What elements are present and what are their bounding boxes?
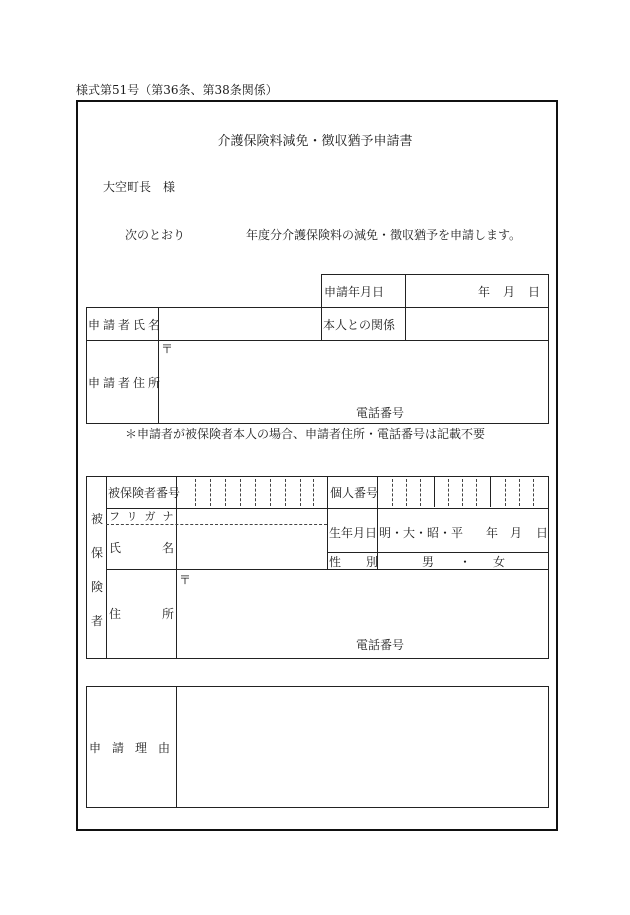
line	[327, 476, 328, 570]
insured-phone-label: 電話番号	[356, 638, 405, 652]
addressee: 大空町長 様	[103, 180, 176, 194]
reason-input[interactable]	[177, 687, 548, 807]
applicant-address-label: 申請者住所	[88, 376, 164, 390]
date-day-unit: 日	[528, 285, 541, 299]
applicant-name-input[interactable]	[159, 308, 321, 339]
birthdate-input[interactable]	[378, 509, 548, 551]
reason-label-3: 理	[135, 741, 148, 755]
insured-postal-mark: 〒	[179, 573, 192, 587]
insured-phone-input[interactable]	[410, 634, 548, 656]
application-date-label: 申請年月日	[324, 285, 385, 299]
relation-label: 本人との関係	[323, 318, 396, 332]
name-label-1: 氏	[109, 541, 122, 555]
postal-mark: 〒	[161, 342, 174, 356]
insured-name-input[interactable]	[177, 525, 327, 568]
form-title: 介護保険料減免・徴収猶予申請書	[217, 134, 413, 149]
insured-number-input[interactable]	[177, 477, 327, 507]
line	[86, 423, 549, 424]
sex-female-option[interactable]: 女	[493, 555, 506, 569]
insured-number-label: 被保険者番号	[108, 486, 181, 500]
furigana-input[interactable]	[177, 509, 327, 524]
date-year-unit: 年	[478, 285, 491, 299]
reason-label-4: 由	[158, 741, 171, 755]
address-label-2: 所	[162, 607, 175, 621]
sex-male-option[interactable]: 男	[422, 555, 435, 569]
personal-number-label: 個人番号	[330, 486, 379, 500]
birth-year-unit: 年	[486, 526, 499, 540]
applicant-note: ＊申請者が被保険者本人の場合、申請者住所・電話番号は記載不要	[125, 427, 486, 441]
insured-side-label-4: 者	[91, 614, 104, 628]
personal-number-input[interactable]	[378, 477, 548, 507]
line	[548, 274, 549, 423]
applicant-name-label: 申請者氏名	[88, 318, 164, 332]
furigana-label: フリガナ	[109, 510, 181, 523]
insured-side-label-3: 険	[91, 580, 104, 594]
insured-address-input[interactable]	[177, 570, 548, 632]
address-label-1: 住	[109, 607, 122, 621]
insured-side-label-2: 保	[91, 546, 104, 560]
insured-side-label-1: 被	[91, 512, 104, 526]
name-label-2: 名	[162, 541, 175, 555]
intro-prefix: 次のとおり	[125, 228, 186, 242]
relation-input[interactable]	[406, 308, 548, 339]
intro-suffix: 年度分介護保険料の減免・徴収猶予を申請します。	[246, 228, 522, 242]
sex-label-1: 性	[329, 555, 342, 569]
birthdate-label: 生年月日	[329, 526, 378, 540]
line	[327, 552, 548, 553]
sex-separator: ・	[459, 555, 472, 569]
reason-label-2: 請	[112, 741, 125, 755]
date-month-unit: 月	[503, 285, 516, 299]
sex-label-2: 別	[366, 555, 379, 569]
reason-label-1: 申	[89, 741, 102, 755]
application-date-input[interactable]	[406, 275, 548, 306]
line	[321, 274, 322, 340]
line	[106, 476, 107, 659]
applicant-phone-label: 電話番号	[356, 406, 405, 420]
applicant-phone-input[interactable]	[410, 404, 548, 422]
birth-day-unit: 日	[536, 526, 549, 540]
applicant-address-input[interactable]	[159, 341, 548, 403]
form-number: 様式第51号（第36条、第38条関係）	[76, 83, 278, 97]
birth-month-unit: 月	[510, 526, 523, 540]
fiscal-year-input[interactable]	[186, 224, 242, 244]
era-options: 明・大・昭・平	[379, 526, 464, 540]
line	[86, 307, 87, 423]
